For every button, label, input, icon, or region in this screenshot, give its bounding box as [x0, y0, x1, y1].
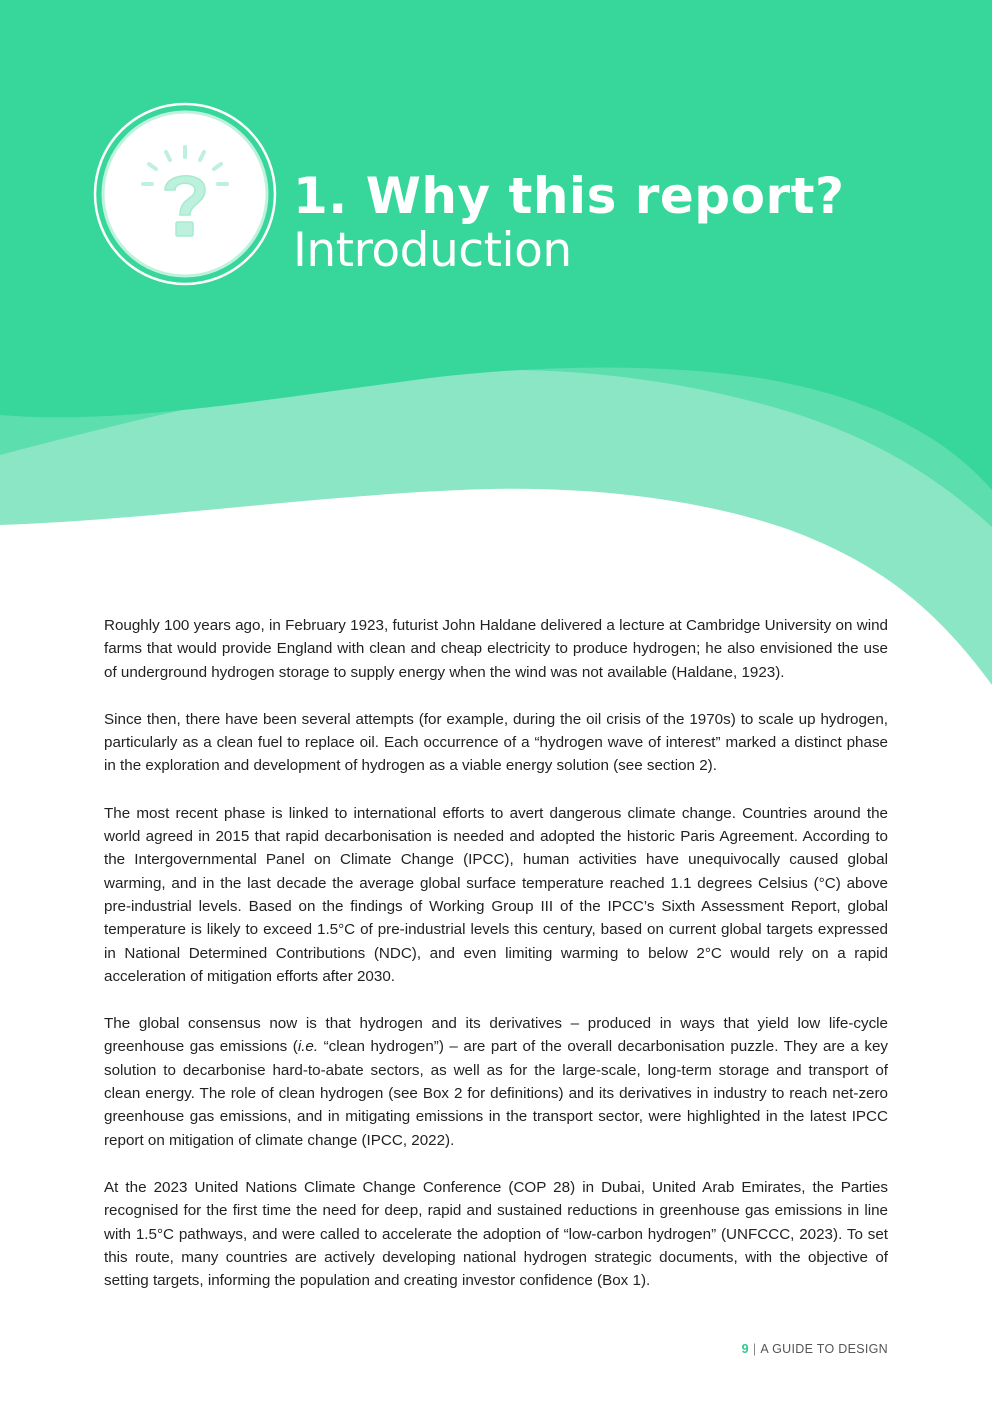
body-text — [104, 614, 888, 1316]
paragraph-3: The most recent phase is linked to international efforts to avert dangerous climate change. Countries around the world agreed in 2015 that rapid decarbonisation is needed and adopted the historic Paris Agreement. According to the Intergovernmental Panel on Climate Change (IPCC), human activities have unequivocally caused global warming, and in the last decade the average global surface temperature reached 1.1 degrees Celsius (°C) above pre-industrial levels. Based on the findings of Working Group III of the IPCC’s Sixth Assessment Report, global temperature is likely to exceed 1.5°C of pre-industrial levels this century, based on current global targets expressed in National Determined Contributions (NDC), and even limiting warming to below 2°C would rely on a rapid acceleration of mitigation efforts after 2030. — [104, 804, 888, 985]
paragraph-2: Since then, there have been several attempts (for example, during the oil crisis of the 1970s) to scale up hydrogen, particularly as a clean fuel to replace oil. Each occurrence of a “hydrogen wave of interest” marked a distinct phase in the exploration and development of hydrogen as a viable energy solution (see section 2). — [104, 710, 888, 775]
paragraph-4-italic: i.e. — [297, 1038, 319, 1056]
page-footer — [742, 1342, 888, 1356]
paragraph-4-part-2: “clean hydrogen”) – are part of the overall decarbonisation puzzle. They are a key solution to decarbonise hard-to-abate sectors, as well as for the large-scale, long-term storage and transport of clean energy. The role of clean hydrogen (see Box 2 for definitions) and its derivatives in industry to reach net-zero greenhouse gas emissions, and in mitigating emissions in the transport sector, were highlighted in the latest IPCC report on mitigation of climate change (IPCC, 2022). — [104, 1038, 888, 1149]
paragraph-4 — [104, 1012, 888, 1152]
chapter-title: 1. Why this report? — [293, 167, 845, 225]
question-badge — [93, 102, 277, 286]
chapter-heading — [293, 165, 845, 278]
publication-title: A GUIDE TO DESIGN — [760, 1342, 888, 1356]
paragraph-1: Roughly 100 years ago, in February 1923, futurist John Haldane delivered a lecture at Cambridge University on wind farms that would provide England with clean and cheap electricity to produce hydrogen; he also envisioned the use of underground hydrogen storage to supply energy when the wind was not available (Haldane, 1923). — [104, 617, 888, 681]
paragraph-4-part-1: The global consensus now is that hydrogen and its derivatives – produced in ways that yield low life-cycle greenhouse gas emissions ( — [104, 1015, 888, 1056]
chapter-subtitle: Introduction — [293, 223, 572, 278]
page-number: 9 — [741, 1342, 749, 1356]
paragraph-5: At the 2023 United Nations Climate Change Conference (COP 28) in Dubai, United Arab Emirates, the Parties recognised for the first time the need for deep, rapid and sustained reductions in greenhouse gas emissions in line with 1.5°C pathways, and were called to accelerate the adoption of “low-carbon hydrogen” (UNFCCC, 2023). To set this route, many countries are actively developing national hydrogen strategic documents, with the objective of setting targets, informing the population and creating investor confidence (Box 1). — [104, 1178, 888, 1290]
question-lightbulb-icon — [93, 102, 277, 286]
footer-separator: | — [752, 1342, 757, 1356]
